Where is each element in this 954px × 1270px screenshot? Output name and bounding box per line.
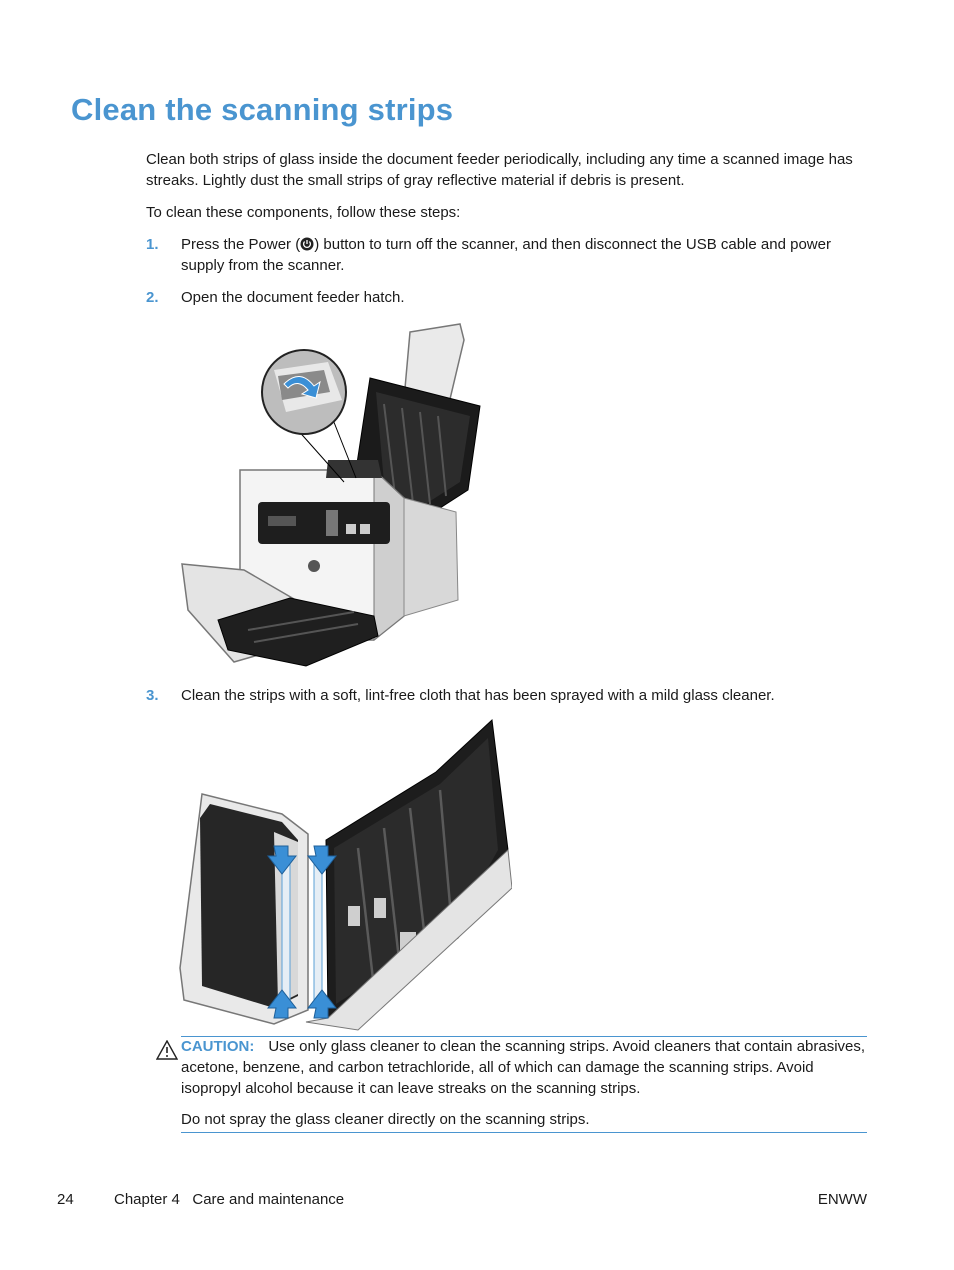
step-number: 3.	[146, 687, 159, 704]
page-title: Clean the scanning strips	[71, 92, 454, 127]
caution-text: CAUTION: Use only glass cleaner to clean the scanning strips. Avoid cleaners that contain abrasives, acetone, benzene, and carbon tetrachloride, all of which can damage the scanning strips. Avoid isopropyl alcohol because it can leave streaks on the scanning strips.	[181, 1038, 866, 1097]
power-icon	[300, 237, 314, 251]
caution-bottom-rule	[181, 1132, 867, 1133]
footer-chapter: Chapter 4 Care and maintenance	[114, 1191, 345, 1208]
step-text: Open the document feeder hatch.	[181, 289, 405, 306]
warning-triangle-icon	[156, 1040, 178, 1060]
page-number: 24	[57, 1191, 74, 1208]
step-2	[146, 287, 868, 308]
lead-in-paragraph: To clean these components, follow these steps:	[146, 204, 461, 221]
step-text: Clean the strips with a soft, lint-free cloth that has been sprayed with a mild glass cleaner.	[181, 687, 775, 704]
caution-note: Do not spray the glass cleaner directly on the scanning strips.	[181, 1111, 590, 1128]
intro-paragraph: Clean both strips of glass inside the document feeder periodically, including any time a scanned image has streaks. Lightly dust the small strips of gray reflective material if debris is present.	[146, 151, 853, 189]
scanner-hatch-open-illustration	[178, 320, 488, 672]
caution-label: CAUTION:	[181, 1038, 255, 1055]
step-number: 1.	[146, 236, 159, 253]
step-1	[146, 234, 868, 276]
step-text: Press the Power ( ) button to turn off the scanner, and then disconnect the USB cable and power supply from the scanner.	[181, 236, 831, 274]
scanning-strips-illustration	[178, 718, 512, 1034]
footer-right: ENWW	[817, 1191, 867, 1208]
step-number: 2.	[146, 289, 159, 306]
step-3	[146, 685, 868, 706]
